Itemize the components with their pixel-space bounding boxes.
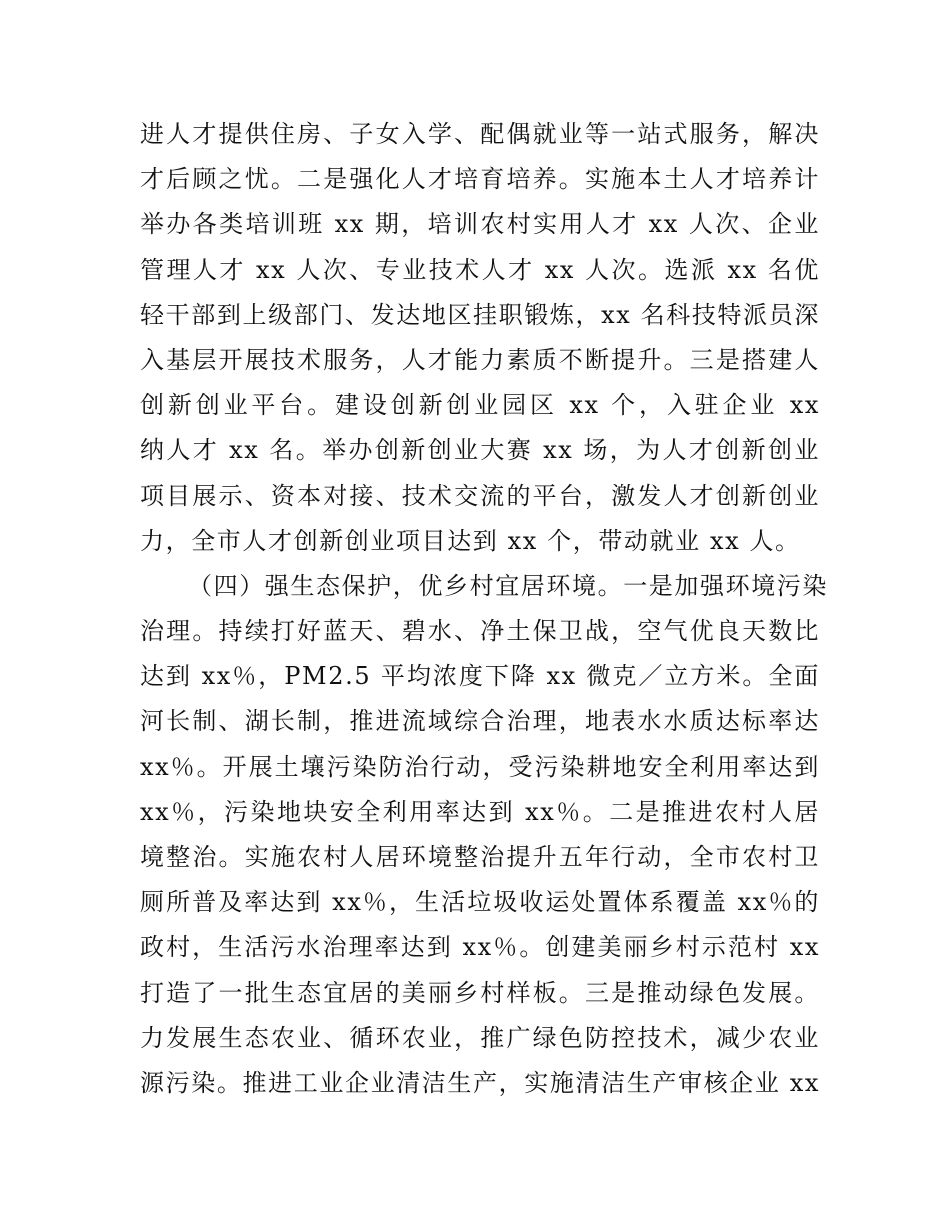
text-line: 政村，生活污水治理率达到 xx％。创建美丽乡村示范村 xx — [140, 933, 820, 962]
text-line: 纳人才 xx 名。举办创新创业大赛 xx 场，为人才创新创业 — [140, 436, 820, 465]
paragraph-ecological-protection — [140, 564, 828, 1106]
document-body — [140, 112, 828, 1106]
text-line: 源污染。推进工业企业清洁生产，实施清洁生产审核企业 xx — [140, 1068, 820, 1097]
text-line: 境整治。实施农村人居环境整治提升五年行动，全市农村卫 — [140, 843, 820, 871]
text-line: 治理。持续打好蓝天、碧水、净土保卫战，空气优良天数比 — [140, 617, 820, 646]
text-line: 举办各类培训班 xx 期，培训农村实用人才 xx 人次、企业 — [140, 210, 820, 239]
text-line: 创新创业平台。建设创新创业园区 xx 个，入驻企业 xx — [140, 391, 820, 420]
text-line: 管理人才 xx 人次、专业技术人才 xx 人次。选派 xx 名优 — [140, 255, 820, 284]
text-line: 达到 xx％，PM2.5 平均浓度下降 xx 微克／立方米。全面 — [140, 662, 820, 691]
text-line: 入基层开展技术服务，人才能力素质不断提升。三是搭建人 — [140, 345, 820, 374]
text-line: 才后顾之忧。二是强化人才培育培养。实施本土人才培养计 — [140, 165, 820, 194]
text-line: 项目展示、资本对接、技术交流的平台，激发人才创新创业 — [140, 481, 820, 510]
text-line: 力发展生态农业、循环农业，推广绿色防控技术，减少农业 — [140, 1023, 820, 1052]
text-line: xx％。开展土壤污染防治行动，受污染耕地安全利用率达到 — [140, 752, 820, 781]
text-line: 河长制、湖长制，推进流域综合治理，地表水水质达标率达 — [140, 707, 820, 736]
text-line: 力，全市人才创新创业项目达到 xx 个，带动就业 xx 人。 — [140, 526, 801, 555]
text-line: xx％，污染地块安全利用率达到 xx％。二是推进农村人居 — [140, 797, 820, 826]
text-line: 进人才提供住房、子女入学、配偶就业等一站式服务，解决 — [140, 120, 820, 148]
text-line: 轻干部到上级部门、发达地区挂职锻炼，xx 名科技特派员深 — [140, 300, 820, 329]
paragraph-talent-services — [140, 112, 820, 564]
text-line: 厕所普及率达到 xx％，生活垃圾收运处置体系覆盖 xx％的 — [140, 888, 820, 917]
section-heading-line: （四）强生态保护，优乡村宜居环境。一是加强环境污染 — [188, 571, 828, 600]
text-line: 打造了一批生态宜居的美丽乡村样板。三是推动绿色发展。 — [140, 978, 820, 1007]
